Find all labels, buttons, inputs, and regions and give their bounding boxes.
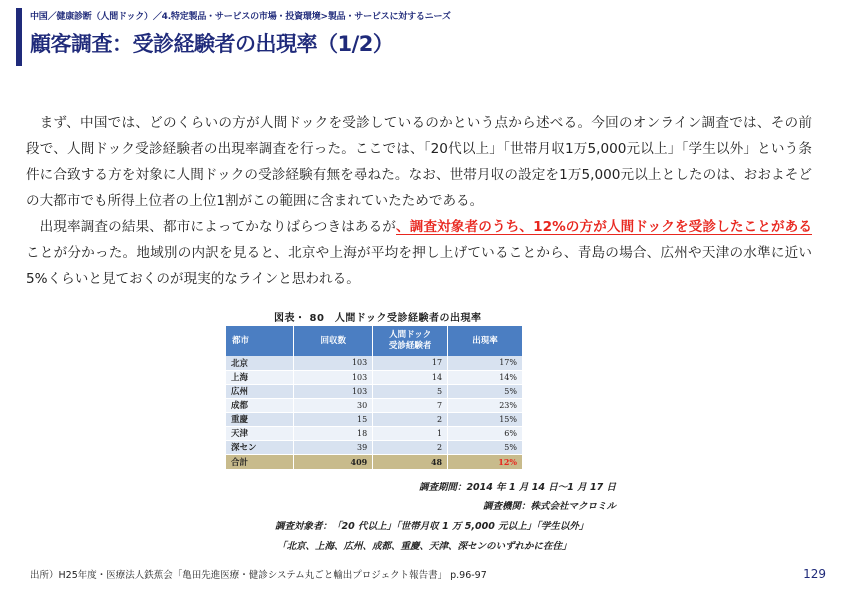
cell-examinees: 17	[373, 356, 448, 370]
title-accent-bar	[16, 8, 22, 66]
cell-city: 重慶	[226, 412, 294, 426]
breadcrumb: 中国／健康診断（人間ドック）／4.特定製品・サービスの市場・投資環境>製品・サービスに対するニーズ	[30, 12, 451, 22]
source-citation: 出所）H25年度・医療法人鉄蕉会「亀田先進医療・健診システム丸ごと輸出プロジェクト報告書」 p.96-97	[30, 570, 487, 581]
cell-examinees: 1	[373, 426, 448, 440]
survey-period: 調査期間：2014 年 1 月 14 日〜1 月 17 日	[418, 482, 616, 493]
paragraph-2	[26, 214, 812, 292]
page-title: 顧客調査：受診経験者の出現率（1/2）	[30, 32, 394, 56]
total-label: 合計	[226, 454, 294, 469]
cell-rate: 17%	[448, 356, 523, 370]
table-row	[226, 440, 523, 454]
cell-city: 上海	[226, 370, 294, 384]
cell-city: 北京	[226, 356, 294, 370]
total-rate: 12%	[448, 454, 523, 469]
total-examinees: 48	[373, 454, 448, 469]
cell-city: 広州	[226, 384, 294, 398]
header-examinees: 人間ドック 受診経験者	[373, 326, 448, 356]
survey-target: 調査対象者：「20 代以上」「世帯月収 1 万 5,000 元以上」「学生以外」	[275, 521, 589, 532]
cell-examinees: 14	[373, 370, 448, 384]
total-responses: 409	[294, 454, 373, 469]
incidence-table	[226, 326, 523, 470]
cell-city: 天津	[226, 426, 294, 440]
highlighted-finding: 、調査対象者のうち、12%の方が人間ドックを受診したことがある	[396, 219, 812, 235]
table-total-row	[226, 454, 523, 469]
body-text	[26, 110, 812, 292]
cell-responses: 15	[294, 412, 373, 426]
table-title: 図表・ 80 人間ドック受診経験者の出現率	[274, 313, 482, 324]
header-city: 都市	[226, 326, 294, 356]
survey-cities: 「北京、上海、広州、成都、重慶、天津、深センのいずれかに在住」	[277, 541, 572, 552]
cell-examinees: 7	[373, 398, 448, 412]
cell-city: 成都	[226, 398, 294, 412]
cell-rate: 14%	[448, 370, 523, 384]
cell-responses: 18	[294, 426, 373, 440]
cell-responses: 103	[294, 370, 373, 384]
cell-examinees: 2	[373, 412, 448, 426]
table-row	[226, 356, 523, 370]
cell-responses: 30	[294, 398, 373, 412]
paragraph-1: まず、中国では、どのくらいの方が人間ドックを受診しているのかという点から述べる。今回のオンライン調査では、その前段で、人間ドック受診経験者の出現率調査を行った。ここでは、「20代以上」「世帯月収1万5,000元以上」「学生以外」という条件に合致する方を対象に人間ドックの受診経験有無を尋ねた。なお、世帯月収の設定を1万5,000元以上としたのは、おおよそどの大都市でも所得上位者の上位1割がこの範囲に含まれていたためである。	[26, 115, 812, 209]
table-row	[226, 426, 523, 440]
table-header-row	[226, 326, 523, 356]
cell-rate: 15%	[448, 412, 523, 426]
cell-examinees: 5	[373, 384, 448, 398]
table-row	[226, 412, 523, 426]
paragraph-2-part-a: 出現率調査の結果、都市によってかなりばらつきはあるが	[39, 219, 397, 235]
cell-rate: 6%	[448, 426, 523, 440]
cell-responses: 39	[294, 440, 373, 454]
table-row	[226, 398, 523, 412]
survey-agency: 調査機関：株式会社マクロミル	[482, 501, 616, 512]
header-responses: 回収数	[294, 326, 373, 356]
page-number: 129	[803, 567, 826, 581]
cell-responses: 103	[294, 356, 373, 370]
cell-examinees: 2	[373, 440, 448, 454]
header-rate: 出現率	[448, 326, 523, 356]
table-row	[226, 370, 523, 384]
paragraph-2-part-b: ことが分かった。地域別の内訳を見ると、北京や上海が平均を押し上げていることから、青島の場合、広州や天津の水準に近い5%くらいと見ておくのが現実的なラインと思われる。	[26, 245, 812, 287]
cell-rate: 5%	[448, 440, 523, 454]
table-row	[226, 384, 523, 398]
cell-rate: 23%	[448, 398, 523, 412]
cell-rate: 5%	[448, 384, 523, 398]
cell-responses: 103	[294, 384, 373, 398]
cell-city: 深セン	[226, 440, 294, 454]
